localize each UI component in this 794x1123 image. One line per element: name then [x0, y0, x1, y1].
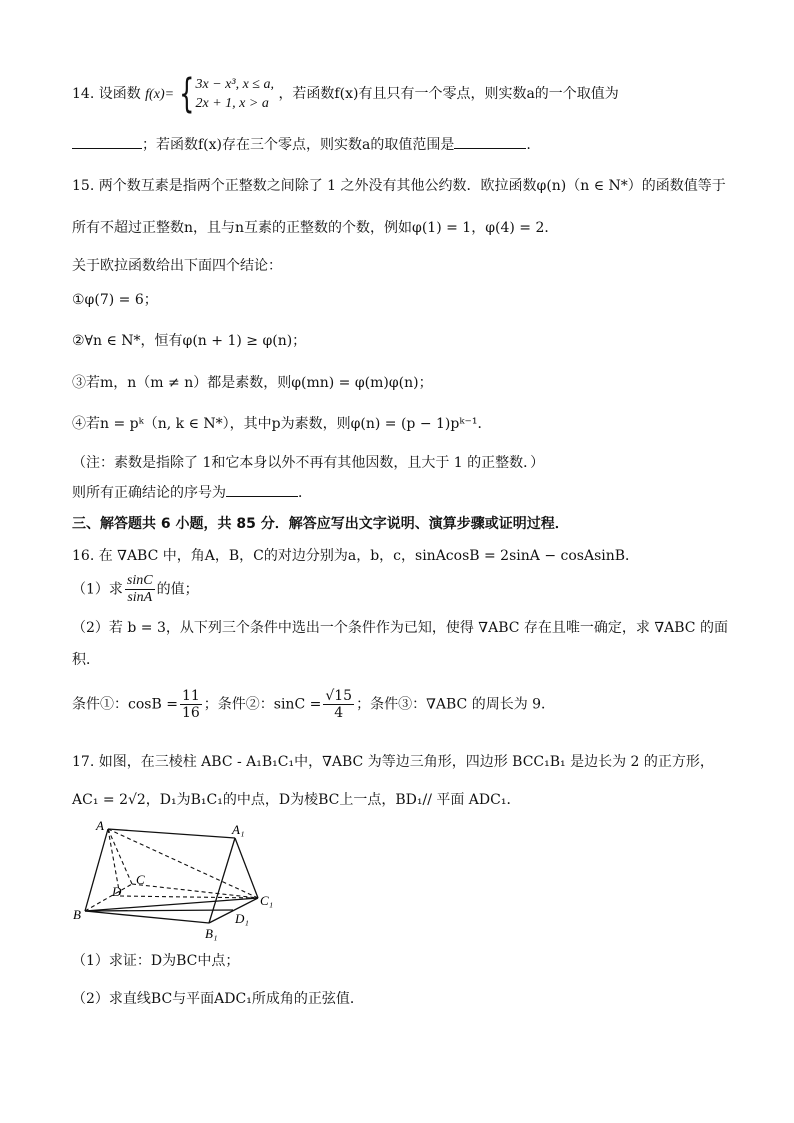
q14-case1: 3x − x³, x ≤ a,	[195, 77, 274, 92]
q14-cases	[196, 75, 274, 113]
q14-blank2[interactable]	[454, 134, 526, 149]
edge-D-C1	[120, 896, 258, 898]
q14-line2	[72, 134, 531, 155]
q15-conclusion-2: ②∀n ∈ N*，恒有φ(n + 1) ≥ φ(n)；	[72, 333, 307, 349]
q16-part1-pre: （1）求	[72, 581, 123, 598]
q16-part2b: 积．	[72, 652, 100, 668]
q14-blank1[interactable]	[72, 134, 142, 149]
q14-line2-text: ；若函数f(x)存在三个零点，则实数a的取值范围是	[142, 137, 455, 153]
q16-cond2-frac	[323, 688, 354, 721]
q15-intro: 关于欧拉函数给出下面四个结论：	[72, 258, 282, 274]
q15-line2: 所有不超过正整数n，且与n互素的正整数的个数，例如φ(1) = 1，φ(4) = 2．	[72, 220, 559, 236]
q16-cond1-den: 16	[181, 705, 200, 721]
q15-text1: 两个数互素是指两个正整数之间除了 1 之外没有其他公约数．欧拉函数φ(n)（n ∈ N*）的函数值等于	[98, 178, 726, 194]
edge-B-B1	[85, 911, 209, 923]
q15-conclusion-4: ④若n = pᵏ（n, k ∈ N*），其中p为素数，则φ(n) = (p − 1)pᵏ⁻¹．	[72, 416, 492, 432]
label-B1: B₁	[205, 926, 218, 941]
q15-blank[interactable]	[226, 482, 298, 497]
q15-conclusion-1: ①φ(7) = 6；	[72, 292, 158, 308]
q14-function: f(x)=	[145, 87, 175, 102]
q17-part2: （2）求直线BC与平面ADC₁所成角的正弦值．	[72, 991, 364, 1007]
label-D1: D₁	[235, 911, 249, 926]
q14-end: .	[526, 137, 531, 153]
q17-line2: AC₁ = 2√2，D₁为B₁C₁的中点，D为棱BC上一点，BD₁// 平面 ADC₁．	[72, 792, 521, 808]
q14-number: 14.	[72, 86, 95, 102]
q16-cond3: ；条件③：∇ABC 的周长为 9．	[356, 696, 556, 713]
q16-part1	[72, 573, 199, 606]
edge-A-B	[85, 829, 108, 911]
q16-part1-post: 的值；	[156, 581, 199, 598]
label-C1: C₁	[260, 893, 274, 908]
q16-cond2-pre: ；条件②：sinC =	[203, 696, 322, 713]
edge-B-D1	[85, 910, 233, 911]
q15-end: ．	[298, 485, 312, 501]
q15-number: 15.	[72, 178, 95, 194]
edge-A-C	[108, 829, 132, 884]
q16-fraction	[125, 573, 155, 606]
q14-line1	[72, 71, 619, 117]
q15-ask-line	[72, 482, 312, 503]
q14-mid: ，若函数f(x)有且只有一个零点，则实数a的一个取值为	[278, 86, 619, 102]
q16-cond1-num: 11	[181, 688, 200, 704]
q15-ask: 则所有正确结论的序号为	[72, 485, 226, 501]
q14-lead: 设函数	[98, 86, 141, 102]
q16-part2: （2）若 b = 3，从下列三个条件中选出一个条件作为已知，使得 ∇ABC 存在且唯一确定，求 ∇ABC 的面	[72, 620, 728, 636]
label-A1: A₁	[232, 822, 245, 837]
edge-A-A1	[108, 829, 235, 838]
q16-cond1-frac	[180, 688, 202, 721]
q17-line1: 17. 如图，在三棱柱 ABC - A₁B₁C₁中，∇ABC 为等边三角形，四边形 BCC₁B₁ 是边长为 2 的正方形，	[72, 754, 714, 770]
q15-conclusion-3: ③若m，n（m ≠ n）都是素数，则φ(mn) = φ(m)φ(n)；	[72, 375, 433, 391]
q15-line1	[72, 176, 726, 196]
q16-cond1-pre: 条件①：cosB =	[72, 696, 178, 713]
q16-cond2-den: 4	[334, 705, 344, 721]
label-A: A	[96, 818, 104, 833]
q14-case2: 2x + 1, x > a	[195, 96, 269, 111]
label-C: C	[136, 872, 145, 887]
q16-cond2-num: √15	[325, 688, 353, 704]
q16-line1: 16. 在 ∇ABC 中，角A，B，C的对边分别为a，b，c，sinAcosB = 2sinA − cosAsinB．	[72, 548, 640, 564]
section-3-heading: 三、解答题共 6 小题，共 85 分．解答应写出文字说明、演算步骤或证明过程．	[72, 516, 569, 532]
q15-note: （注：素数是指除了 1和它本身以外不再有其他因数，且大于 1 的正整数．）	[72, 455, 545, 471]
q14-brace: {	[179, 71, 195, 117]
prism-figure	[70, 818, 290, 948]
edge-B-C1	[85, 898, 258, 911]
q17-part1: （1）求证：D为BC中点；	[72, 953, 240, 969]
label-D: D	[112, 884, 122, 899]
q16-conditions	[72, 688, 555, 721]
label-B: B	[73, 907, 81, 922]
q16-frac-den: sinA	[127, 590, 153, 605]
q16-frac-num: sinC	[126, 573, 153, 588]
